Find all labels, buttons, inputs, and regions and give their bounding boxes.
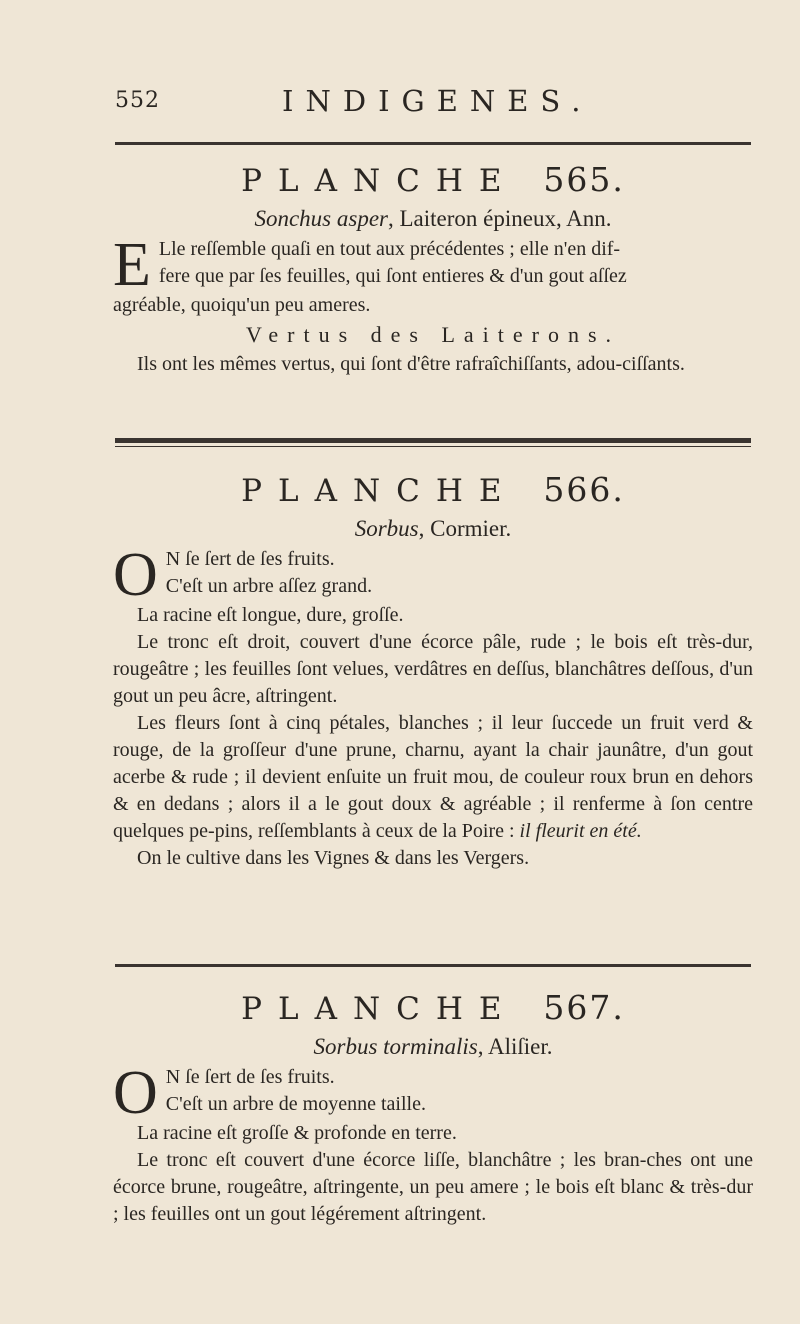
paragraph: Ils ont les mêmes vertus, qui ſont d'être rafraîchiſſants, adou-ciſſants. bbox=[137, 353, 685, 375]
paragraph: La racine eſt longue, dure, groſſe. bbox=[137, 604, 404, 626]
paragraph: La racine eſt groſſe & profonde en terre. bbox=[137, 1122, 457, 1144]
page-header bbox=[0, 84, 800, 128]
section-subtitle: Sorbus torminalis, Aliſier. bbox=[313, 1034, 553, 1059]
drop-cap: E bbox=[113, 231, 151, 299]
section-subtitle: Sorbus, Cormier. bbox=[354, 516, 512, 541]
paragraph: Le tronc eſt couvert d'une écorce liſſe, blanchâtre ; les bran-ches ont une écorce brune, rougeâtre, aſtringente, un peu amere ; le bois eſt blanc & très-dur ; les feuilles ont un gout légérement aſtringent. bbox=[113, 1149, 753, 1225]
section-planche-566 bbox=[113, 468, 753, 872]
section-rule bbox=[115, 446, 751, 447]
first-paragraph: O N ſe ſert de ſes fruits. C'eſt un arbre de moyenne taille. bbox=[113, 1059, 426, 1127]
drop-cap: O bbox=[113, 1059, 158, 1127]
running-title: INDIGENES. bbox=[282, 84, 593, 118]
header-rule bbox=[115, 142, 751, 145]
first-paragraph: E Lle reſſemble quaſi en tout aux précédentes ; elle n'en dif- fere que par ſes feuilles, qui ſont entieres & d'un gout aſſez agréable, quoiqu'un peu ameres. bbox=[113, 231, 627, 316]
paragraph: On le cultive dans les Vignes & dans les Vergers. bbox=[137, 847, 530, 869]
first-paragraph: O N ſe ſert de ſes fruits. C'eſt un arbre aſſez grand. bbox=[113, 541, 373, 609]
page-number: 552 bbox=[115, 88, 160, 113]
section-subtitle: Sonchus asper, Laiteron épineux, Ann. bbox=[254, 206, 612, 231]
section-title: PLANCHE 565. bbox=[241, 160, 625, 199]
section-rule bbox=[115, 964, 751, 967]
section-title: PLANCHE 566. bbox=[241, 470, 625, 509]
section-rule bbox=[115, 438, 751, 443]
paragraph: Le tronc eſt droit, couvert d'une écorce pâle, rude ; le bois eſt très-dur, rougeâtre ; les feuilles ſont velues, verdâtres en deſſus, blanchâtres deſſous, d'un gout un peu âcre, aſtringent. bbox=[113, 631, 753, 707]
section-title: PLANCHE 567. bbox=[241, 988, 625, 1027]
paragraph: Les fleurs ſont à cinq pétales, blanches ; il leur ſuccede un fruit verd & rouge, de la groſſeur d'une prune, charnu, ayant la chair jaunâtre, d'un gout acerbe & rude ; il devient enſuite un fruit mou, de couleur roux brun en dehors & en dedans ; alors il a le gout doux & agréable ; il renferme à ſon centre quelques pe-pins, reſſemblants à ceux de la Poire : il fleurit en été. bbox=[113, 712, 753, 842]
section-planche-565 bbox=[113, 158, 753, 378]
section-subheading: Vertus des Laiterons. bbox=[245, 322, 621, 347]
section-planche-567 bbox=[113, 986, 753, 1228]
drop-cap: O bbox=[113, 541, 158, 609]
